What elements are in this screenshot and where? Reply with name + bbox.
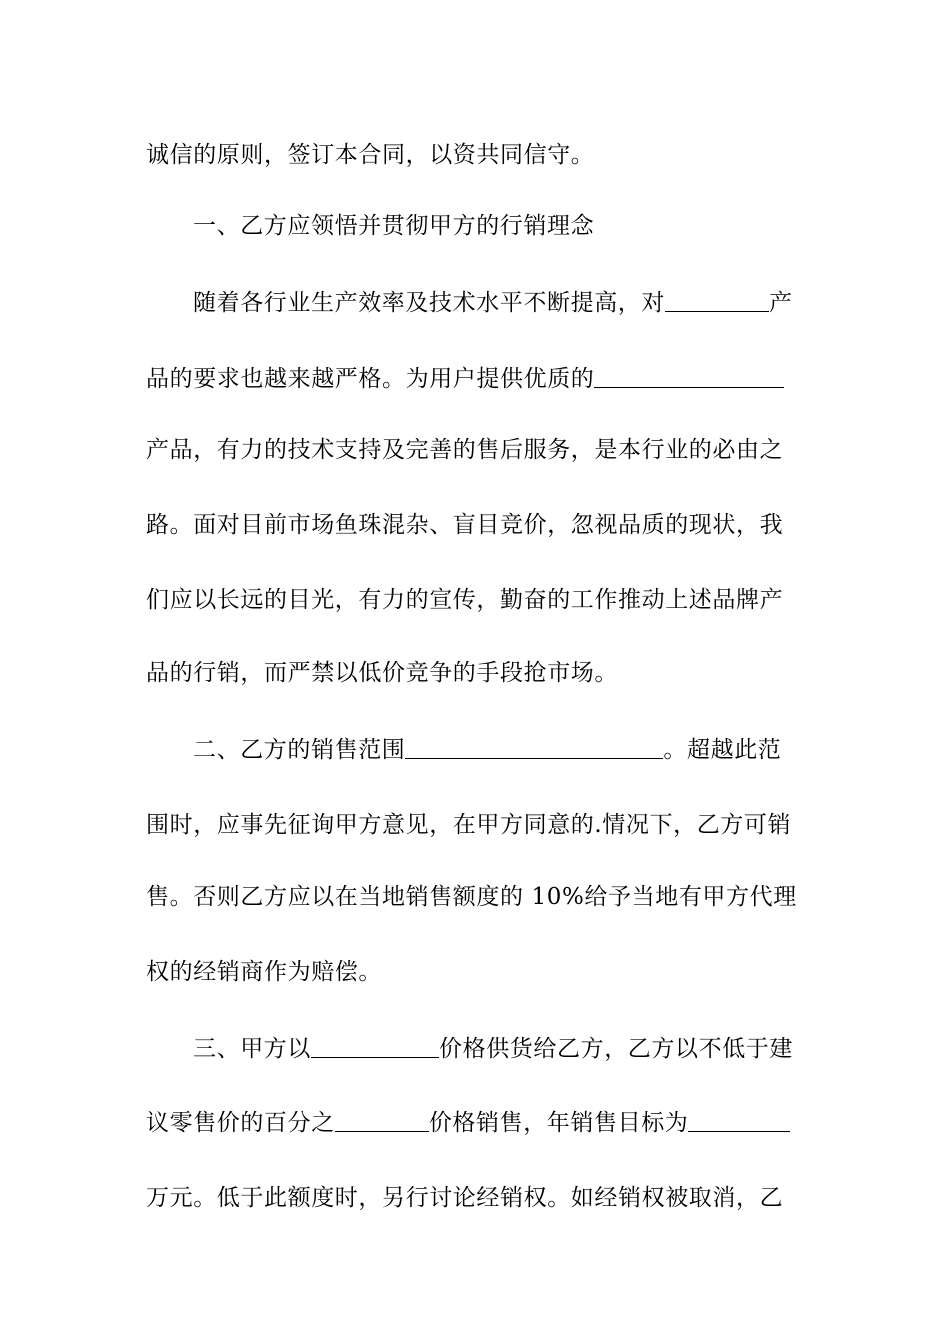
fill-in-blank[interactable]: [405, 736, 663, 759]
line-text: 售。否则乙方应以在当地销售额度的 10%给予当地有甲方代理: [146, 884, 797, 910]
line-text: 产: [769, 290, 793, 316]
line-text: 诚信的原则，签订本合同，以资共同信守。: [146, 142, 595, 168]
section-heading-3: [193, 1033, 806, 1063]
line-text: 围时，应事先征询甲方意见，在甲方同意的.情况下，乙方可销: [146, 812, 792, 838]
line-text: 产品，有力的技术支持及完善的售后服务，是本行业的必由之: [146, 437, 784, 463]
paragraph-line: [146, 510, 806, 540]
paragraph-line: [146, 140, 806, 170]
heading-text: 一、乙方应领悟并贯彻甲方的行销理念: [193, 213, 595, 239]
paragraph-line: [146, 435, 806, 465]
line-text: 随着各行业生产效率及技术水平不断提高，对: [193, 290, 665, 316]
line-text: 万元。低于此额度时，另行讨论经销权。如经销权被取消，乙: [146, 1185, 784, 1211]
paragraph-line: [193, 287, 806, 317]
paragraph-line: [146, 882, 806, 912]
fill-in-blank[interactable]: [688, 1109, 790, 1132]
fill-in-blank[interactable]: [594, 365, 784, 388]
line-text: 。超越此范: [663, 737, 782, 763]
paragraph-line: [146, 658, 806, 688]
line-text: 品的行销，而严禁以低价竞争的手段抢市场。: [146, 660, 618, 686]
fill-in-blank[interactable]: [665, 289, 769, 312]
heading-text: 二、乙方的销售范围: [193, 737, 406, 763]
line-text: 们应以长远的目光，有力的宣传，勤奋的工作推动上述品牌产: [146, 587, 784, 613]
fill-in-blank[interactable]: [311, 1035, 439, 1058]
section-heading-2: [193, 734, 806, 764]
line-text: 价格销售，年销售目标为: [428, 1110, 689, 1136]
heading-text: 三、甲方以: [193, 1036, 311, 1062]
line-text: 路。面对目前市场鱼珠混杂、盲目竞价，忽视品质的现状，我: [146, 512, 784, 538]
line-text: 议零售价的百分之: [146, 1110, 335, 1136]
paragraph-line: [146, 1107, 806, 1137]
paragraph-line: [146, 810, 806, 840]
line-text: 价格供货给乙方，乙方以不低于建: [439, 1036, 793, 1062]
paragraph-line: [146, 363, 806, 393]
line-text: 权的经销商作为赔偿。: [146, 959, 382, 985]
paragraph-line: [146, 1183, 806, 1213]
fill-in-blank[interactable]: [335, 1109, 429, 1132]
section-heading-1: [193, 211, 806, 241]
line-text: 品的要求也越来越严格。为用户提供优质的: [146, 366, 595, 392]
paragraph-line: [146, 585, 806, 615]
paragraph-line: [146, 957, 806, 987]
